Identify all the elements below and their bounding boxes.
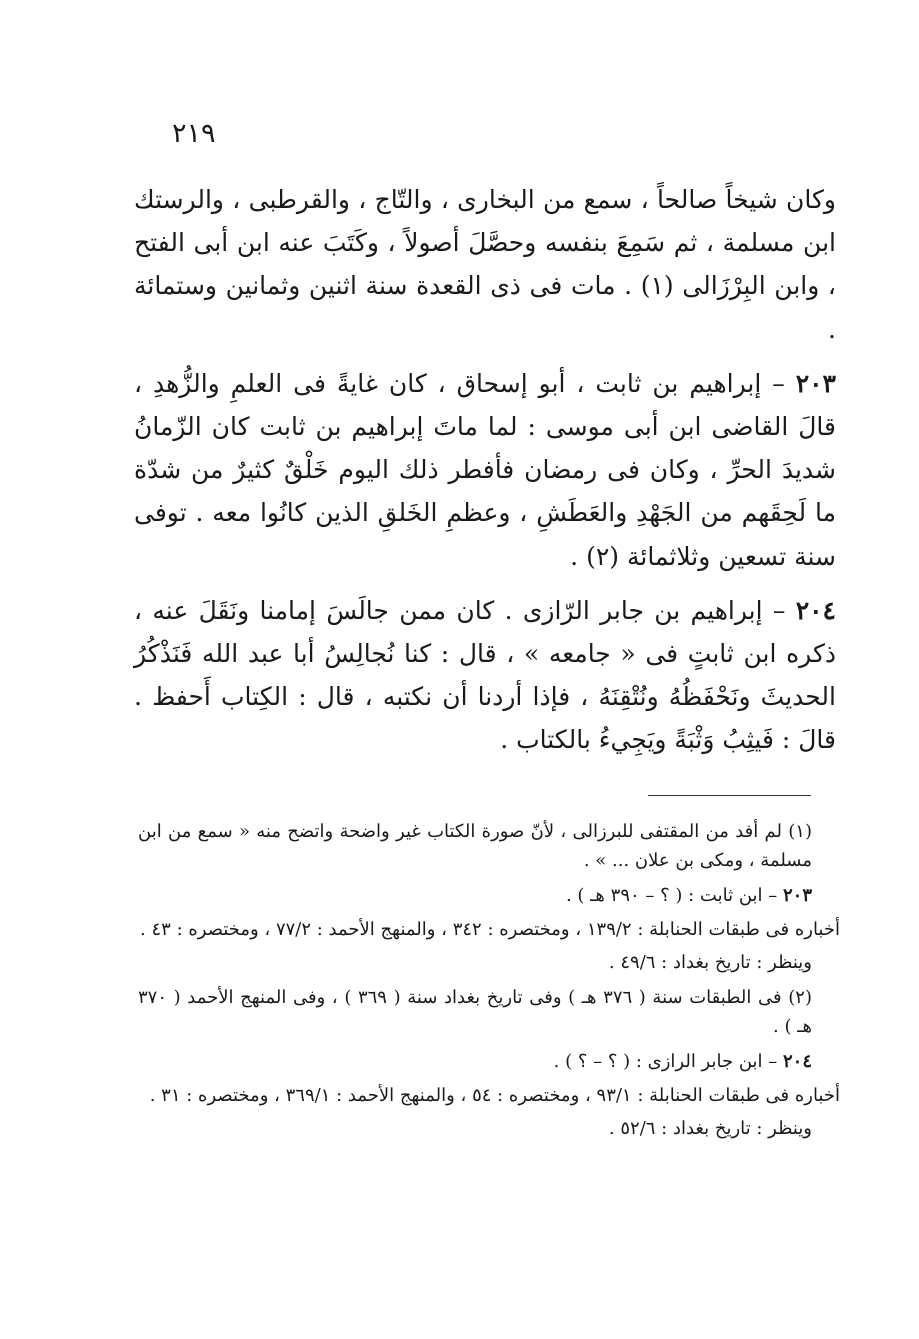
footnote-entry-203-header: [138, 882, 840, 911]
entry-number-204: ٢٠٤: [795, 595, 836, 625]
paragraph-continuation: وكان شيخاً صالحاً ، سمع من البخارى ، والتّاج ، والقرطبى ، والرستك ابن مسلمة ، ثم سَمِعَ بنفسه وحصَّلَ أصولاً ، وكَتَبَ عنه ابن أبى الفتح ، وابن البِرْزَالى (١) . مات فى ذى القعدة سنة اثنين وثمانين وستمائة .: [134, 185, 837, 344]
entry-203-text: – إبراهيم بن ثابت ، أبو إسحاق ، كان غايةً فى العلمِ والزُّهدِ ، قالَ القاضى ابن أبى موسى : لما ماتَ إبراهيم بن ثابت كان الزّمانُ شديدَ الحرِّ ، وكان فى رمضان فأفطر ذلك اليوم خَلْقٌ كثيرٌ من شدّة ما لَحِقَهم من الجَهْدِ والعَطَشِ ، وعظمِ الخَلقِ الذين كانُوا معه . توفى سنة تسعين وثلاثمائة (٢) .: [134, 368, 836, 571]
entry-203: [134, 362, 836, 578]
entry-number-203: ٢٠٣: [795, 368, 836, 398]
entry-204-text: – إبراهيم بن جابر الرّازى . كان ممن جالَسَ إمامنا ونَقَلَ عنه ، ذكره ابن ثابتٍ فى « جامعه » ، قال : كنا نُجالِسُ أبا عبد الله فَنَذْكُرُ الحديثَ ونَحْفَظُهُ ونُتْقِنَهُ ، فإذا أردنا أن نكتبه ، قال : الكِتاب أَحفظ . قالَ : فَيثِبُ وَثْبَةً ويَجِيءُ بالكتاب .: [134, 595, 836, 755]
footnote-number-203: ٢٠٣: [782, 884, 812, 906]
page-number: ٢١٩: [172, 118, 216, 149]
footnotes: [138, 818, 840, 1150]
entry-204: [134, 589, 836, 762]
footnote-2: (٢) فى الطبقات سنة ( ٣٧٦ هـ ) وفى تاريخ بغداد سنة ( ٣٦٩ ) ، وفى المنهج الأحمد ( ٣٧٠ هـ ) .: [138, 986, 812, 1037]
footnote-203-see: وينظر : تاريخ بغداد : ٤٩/٦ .: [608, 952, 812, 974]
footnote-204-sources: أخباره فى طبقات الحنابلة : ٩٣/١ ، ومختصره : ٥٤ ، والمنهج الأحمد : ٣٦٩/١ ، ومختصره : ٣١ .: [149, 1085, 840, 1107]
footnote-1: (١) لم أفد من المقتفى للبرزالى ، لأنّ صورة الكتاب غير واضحة واتضح منه « سمع من ابن مسلمة ، ومكى بن علان ... » .: [138, 821, 812, 871]
main-text: [134, 178, 836, 762]
footnote-number-204: ٢٠٤: [782, 1050, 812, 1072]
footnote-divider: [648, 795, 811, 796]
footnote-203-sources: أخباره فى طبقات الحنابلة : ١٣٩/٢ ، ومختصره : ٣٤٢ ، والمنهج الأحمد : ٧٧/٢ ، ومختصره : ٤٣ .: [140, 919, 840, 941]
footnote-entry-204-header: [138, 1048, 840, 1077]
footnote-204-dates: – ابن جابر الرازى : ( ؟ – ؟ ) .: [553, 1050, 783, 1072]
footnote-203-dates: – ابن ثابت : ( ؟ – ٣٩٠ هـ ) .: [565, 884, 783, 906]
footnote-204-see: وينظر : تاريخ بغداد : ٥٢/٦ .: [608, 1118, 812, 1140]
